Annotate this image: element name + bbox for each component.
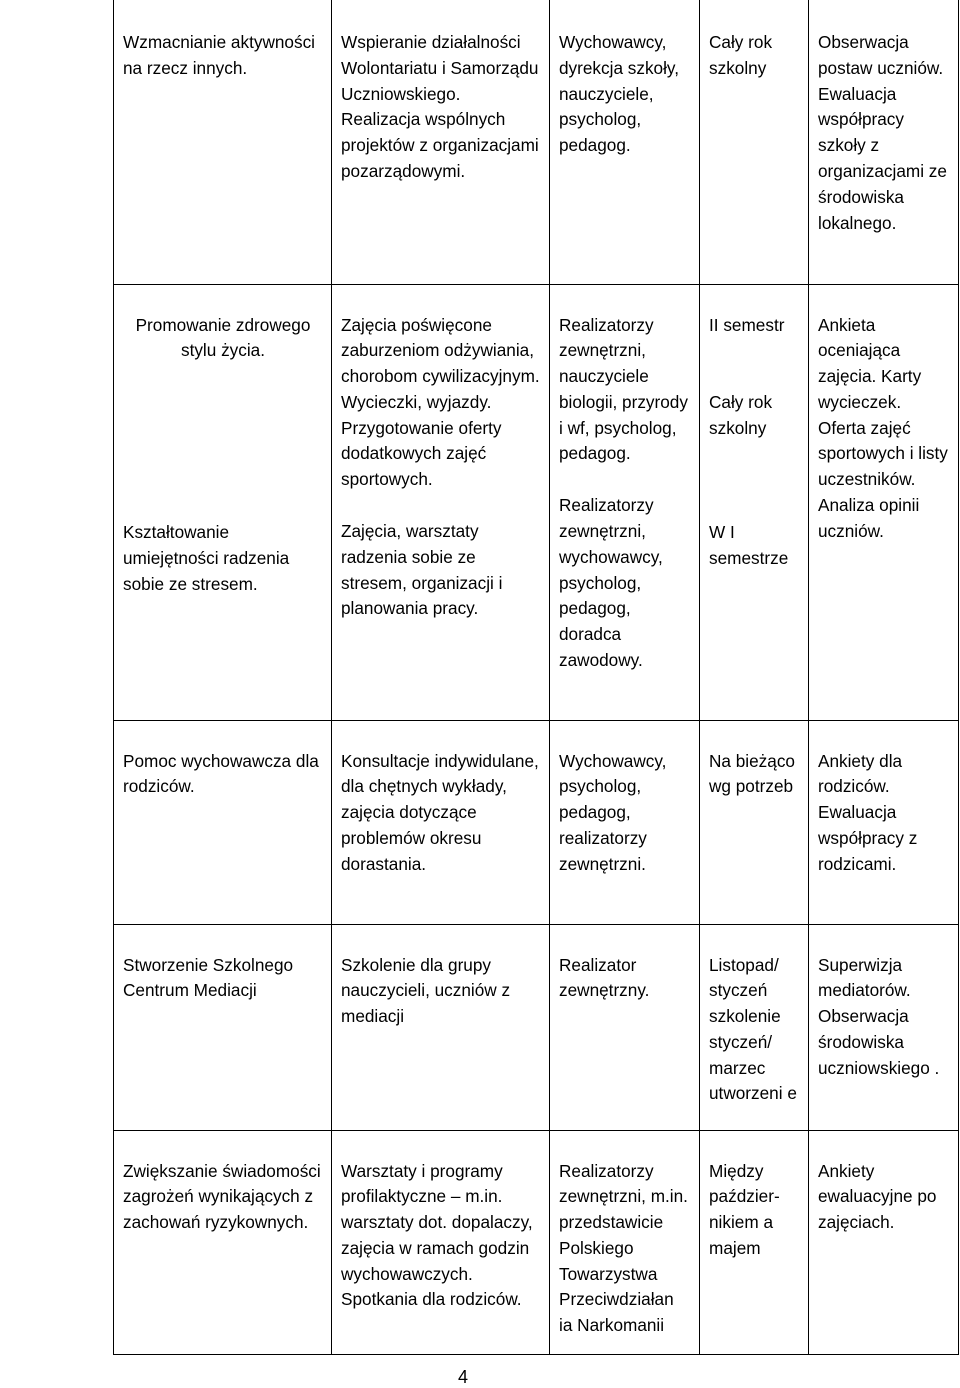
cell-text: Stworzenie Szkolnego Centrum Mediacji — [123, 954, 294, 1001]
cell-text: Zajęcia poświęcone zaburzeniom odżywiania, chorobom cywilizacyjnym. Wycieczki, wyjazdy. Przygotowanie oferty dodatkowych zajęć sportowych. — [341, 314, 540, 490]
evaluation-cell — [809, 720, 959, 924]
cell-text: W I semestrze — [709, 521, 789, 568]
responsible-cell — [550, 720, 700, 924]
cell-text: Szkolenie dla grupy nauczycieli, uczniów z mediacji — [341, 954, 511, 1027]
tasks-cell — [332, 0, 550, 284]
responsible-cell — [550, 1130, 700, 1354]
cell-text: Listopad/ styczeń szkolenie styczeń/ marzec utworzeni e — [709, 954, 797, 1104]
cell-text: Realizatorzy zewnętrzni, wychowawcy, psycholog, pedagog, doradca zawodowy. — [559, 495, 663, 671]
cell-text: Na bieżąco wg potrzeb — [709, 750, 795, 797]
goal-cell — [114, 1130, 332, 1354]
table-row — [114, 0, 959, 284]
responsible-cell — [550, 284, 700, 720]
page-number: 4 — [458, 1367, 469, 1387]
evaluation-cell — [809, 284, 959, 720]
table-row — [114, 1130, 959, 1354]
schedule-cell — [700, 720, 809, 924]
goal-cell — [114, 0, 332, 284]
cell-text: Kształtowanie umiejętności radzenia sobie ze stresem. — [123, 522, 290, 594]
cell-text: Wzmacnianie aktywności na rzecz innych. — [123, 32, 315, 78]
cell-text: Promowanie zdrowego stylu życia. — [135, 314, 311, 361]
cell-text: Między paździer-nikiem a majem — [709, 1160, 780, 1258]
schedule-cell — [700, 0, 809, 284]
evaluation-cell — [809, 0, 959, 284]
table-row — [114, 720, 959, 924]
cell-text: Wspieranie działalności Wolontariatu i Samorządu Uczniowskiego. Realizacja wspólnych projektów z organizacjami pozarządowymi. — [341, 32, 539, 181]
table-row — [114, 924, 959, 1130]
goal-cell — [114, 284, 332, 720]
cell-text: Zwiększanie świadomości zagrożeń wynikających z zachowań ryzykownych. — [123, 1160, 321, 1233]
cell-text: Cały rok szkolny — [709, 392, 773, 439]
goal-cell — [114, 720, 332, 924]
evaluation-cell — [809, 924, 959, 1130]
schedule-cell — [700, 924, 809, 1130]
program-table — [113, 0, 959, 1355]
table-row — [114, 284, 959, 720]
tasks-cell — [332, 1130, 550, 1354]
cell-text: Cały rok szkolny — [709, 32, 773, 78]
cell-text: Superwizja mediatorów. Obserwacja środowiska uczniowskiego . — [818, 954, 940, 1078]
tasks-cell — [332, 720, 550, 924]
cell-text: Ankieta oceniająca zajęcia. Karty wycieczek. Oferta zajęć sportowych i listy uczestników. Analiza opinii uczniów. — [818, 314, 948, 541]
responsible-cell — [550, 924, 700, 1130]
cell-text: Realizatorzy zewnętrzni, m.in. przedstawicie Polskiego Towarzystwa Przeciwdziałan ia Narkomanii — [559, 1160, 688, 1336]
tasks-cell — [332, 924, 550, 1130]
cell-text: Pomoc wychowawcza dla rodziców. — [123, 750, 319, 797]
tasks-cell — [332, 284, 550, 720]
schedule-cell — [700, 284, 809, 720]
cell-text: Zajęcia, warsztaty radzenia sobie ze stresem, organizacji i planowania pracy. — [341, 521, 503, 619]
cell-text: II semestr — [709, 314, 785, 335]
cell-text: Ankiety ewaluacyjne po zajęciach. — [818, 1160, 937, 1233]
cell-text: Konsultacje indywidulane, dla chętnych wykłady, zajęcia dotyczące problemów okresu dorastania. — [341, 750, 539, 874]
cell-text: Wychowawcy, dyrekcja szkoły, nauczyciele, psycholog, pedagog. — [559, 32, 680, 156]
goal-cell — [114, 924, 332, 1130]
cell-text: Warsztaty i programy profilaktyczne – m.in. warsztaty dot. dopalaczy, zajęcia w ramach godzin wychowawczych. Spotkania dla rodziców. — [341, 1160, 533, 1310]
cell-text: Realizator zewnętrzny. — [559, 954, 650, 1001]
evaluation-cell — [809, 1130, 959, 1354]
cell-text: Ankiety dla rodziców. Ewaluacja współpracy z rodzicami. — [818, 750, 918, 874]
cell-text: Wychowawcy, psycholog, pedagog, realizatorzy zewnętrzni. — [559, 750, 667, 874]
cell-text: Obserwacja postaw uczniów. Ewaluacja współpracy szkoły z organizacjami ze środowiska lokalnego. — [818, 32, 947, 233]
responsible-cell — [550, 0, 700, 284]
schedule-cell — [700, 1130, 809, 1354]
cell-text: Realizatorzy zewnętrzni, nauczyciele biologii, przyrody i wf, psycholog, pedagog. — [559, 314, 688, 464]
